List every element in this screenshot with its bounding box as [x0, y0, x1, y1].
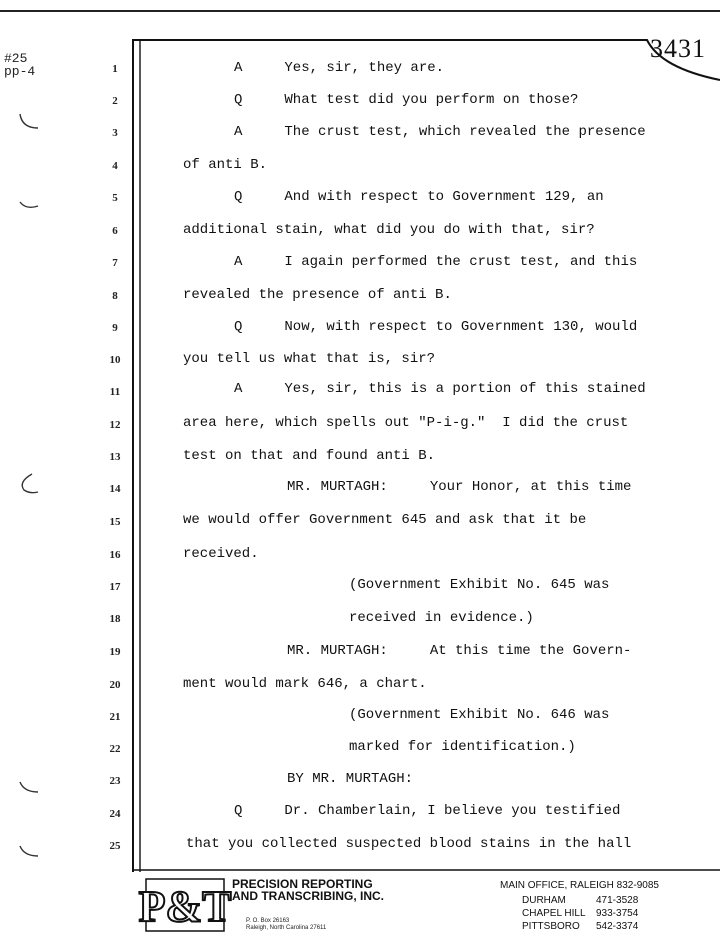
line-number: 19 — [109, 646, 121, 658]
logo-text: P&T — [138, 882, 232, 931]
office-city: DURHAM — [522, 895, 566, 906]
transcript-line: that you collected suspected blood stains in the hall — [186, 836, 632, 852]
line-number: 22 — [109, 743, 121, 755]
side-note-line-1: #25 — [4, 51, 28, 66]
punch-hole-mark — [18, 776, 40, 798]
transcript-line: revealed the presence of anti B. — [183, 287, 452, 303]
side-note — [4, 52, 35, 78]
main-office: MAIN OFFICE, RALEIGH 832-9085 — [500, 880, 659, 891]
office-city: PITTSBORO — [522, 921, 580, 932]
punch-hole-mark — [18, 472, 40, 494]
line-number: 11 — [109, 386, 121, 398]
transcript-line: we would offer Government 645 and ask that it be — [183, 512, 587, 528]
punch-hole-mark — [18, 840, 40, 862]
line-number: 21 — [109, 711, 121, 723]
po-box: P. O. Box 26163 — [246, 918, 290, 924]
line-number: 4 — [112, 160, 118, 172]
line-number: 3 — [112, 127, 118, 139]
transcript-line: test on that and found anti B. — [183, 448, 436, 464]
transcript-line: (Government Exhibit No. 646 was — [349, 707, 610, 723]
city-address: Raleigh, North Carolina 27611 — [246, 925, 327, 931]
office-city: CHAPEL HILL — [522, 908, 586, 919]
office-phone: 933-3754 — [596, 908, 639, 919]
line-number: 8 — [112, 290, 118, 302]
transcript-line: A Yes, sir, they are. — [234, 60, 445, 76]
transcript-line: additional stain, what did you do with that, sir? — [183, 222, 595, 238]
line-number: 6 — [112, 225, 118, 237]
office-phone: 471-3528 — [596, 895, 639, 906]
line-number: 16 — [109, 549, 121, 561]
line-number: 14 — [109, 483, 121, 495]
transcript-line: Q What test did you perform on those? — [234, 92, 579, 108]
transcript-line: MR. MURTAGH: Your Honor, at this time — [287, 479, 632, 495]
transcript-line: received in evidence.) — [349, 610, 534, 626]
line-number: 5 — [112, 192, 118, 204]
line-number: 18 — [109, 613, 121, 625]
transcript-line: Q Dr. Chamberlain, I believe you testified — [234, 803, 621, 819]
transcript-line: A The crust test, which revealed the presence — [234, 124, 646, 140]
line-number: 7 — [112, 257, 118, 269]
line-number: 15 — [109, 516, 121, 528]
punch-hole-mark — [18, 190, 40, 212]
transcript-line: you tell us what that is, sir? — [183, 351, 436, 367]
transcript-line: marked for identification.) — [349, 739, 576, 755]
line-number: 23 — [109, 775, 121, 787]
line-number: 9 — [112, 322, 118, 334]
company-name-line-1: PRECISION REPORTING — [232, 877, 373, 891]
line-number: 2 — [112, 95, 118, 107]
transcript-line: received. — [183, 546, 259, 562]
transcript-line: Q And with respect to Government 129, an — [234, 189, 604, 205]
transcript-line: A I again performed the crust test, and this — [234, 254, 638, 270]
line-number: 13 — [109, 451, 121, 463]
transcript-line: of anti B. — [183, 157, 268, 173]
line-number: 20 — [109, 679, 121, 691]
transcript-line: Q Now, with respect to Government 130, would — [234, 319, 638, 335]
transcript-line: MR. MURTAGH: At this time the Govern- — [287, 643, 632, 659]
transcript-line: (Government Exhibit No. 645 was — [349, 577, 610, 593]
company-logo — [138, 877, 232, 933]
line-number: 25 — [109, 840, 121, 852]
line-number: 12 — [109, 419, 121, 431]
line-number: 24 — [109, 808, 121, 820]
line-number: 10 — [109, 354, 121, 366]
transcript-line: area here, which spells out "P-i-g." I did the crust — [183, 415, 629, 431]
company-name-line-2: AND TRANSCRIBING, INC. — [232, 889, 384, 903]
office-phone: 542-3374 — [596, 921, 639, 932]
line-number: 1 — [112, 63, 118, 75]
transcript-line: ment would mark 646, a chart. — [183, 676, 427, 692]
top-rule — [0, 10, 720, 12]
punch-hole-mark — [18, 110, 40, 132]
company-name — [232, 878, 384, 902]
line-number: 17 — [109, 581, 121, 593]
transcript-line: BY MR. MURTAGH: — [287, 771, 414, 787]
page-number: 3431 — [650, 34, 706, 63]
company-address — [246, 918, 326, 932]
transcript-line: A Yes, sir, this is a portion of this stained — [234, 381, 646, 397]
side-note-line-2: pp-4 — [4, 64, 36, 79]
